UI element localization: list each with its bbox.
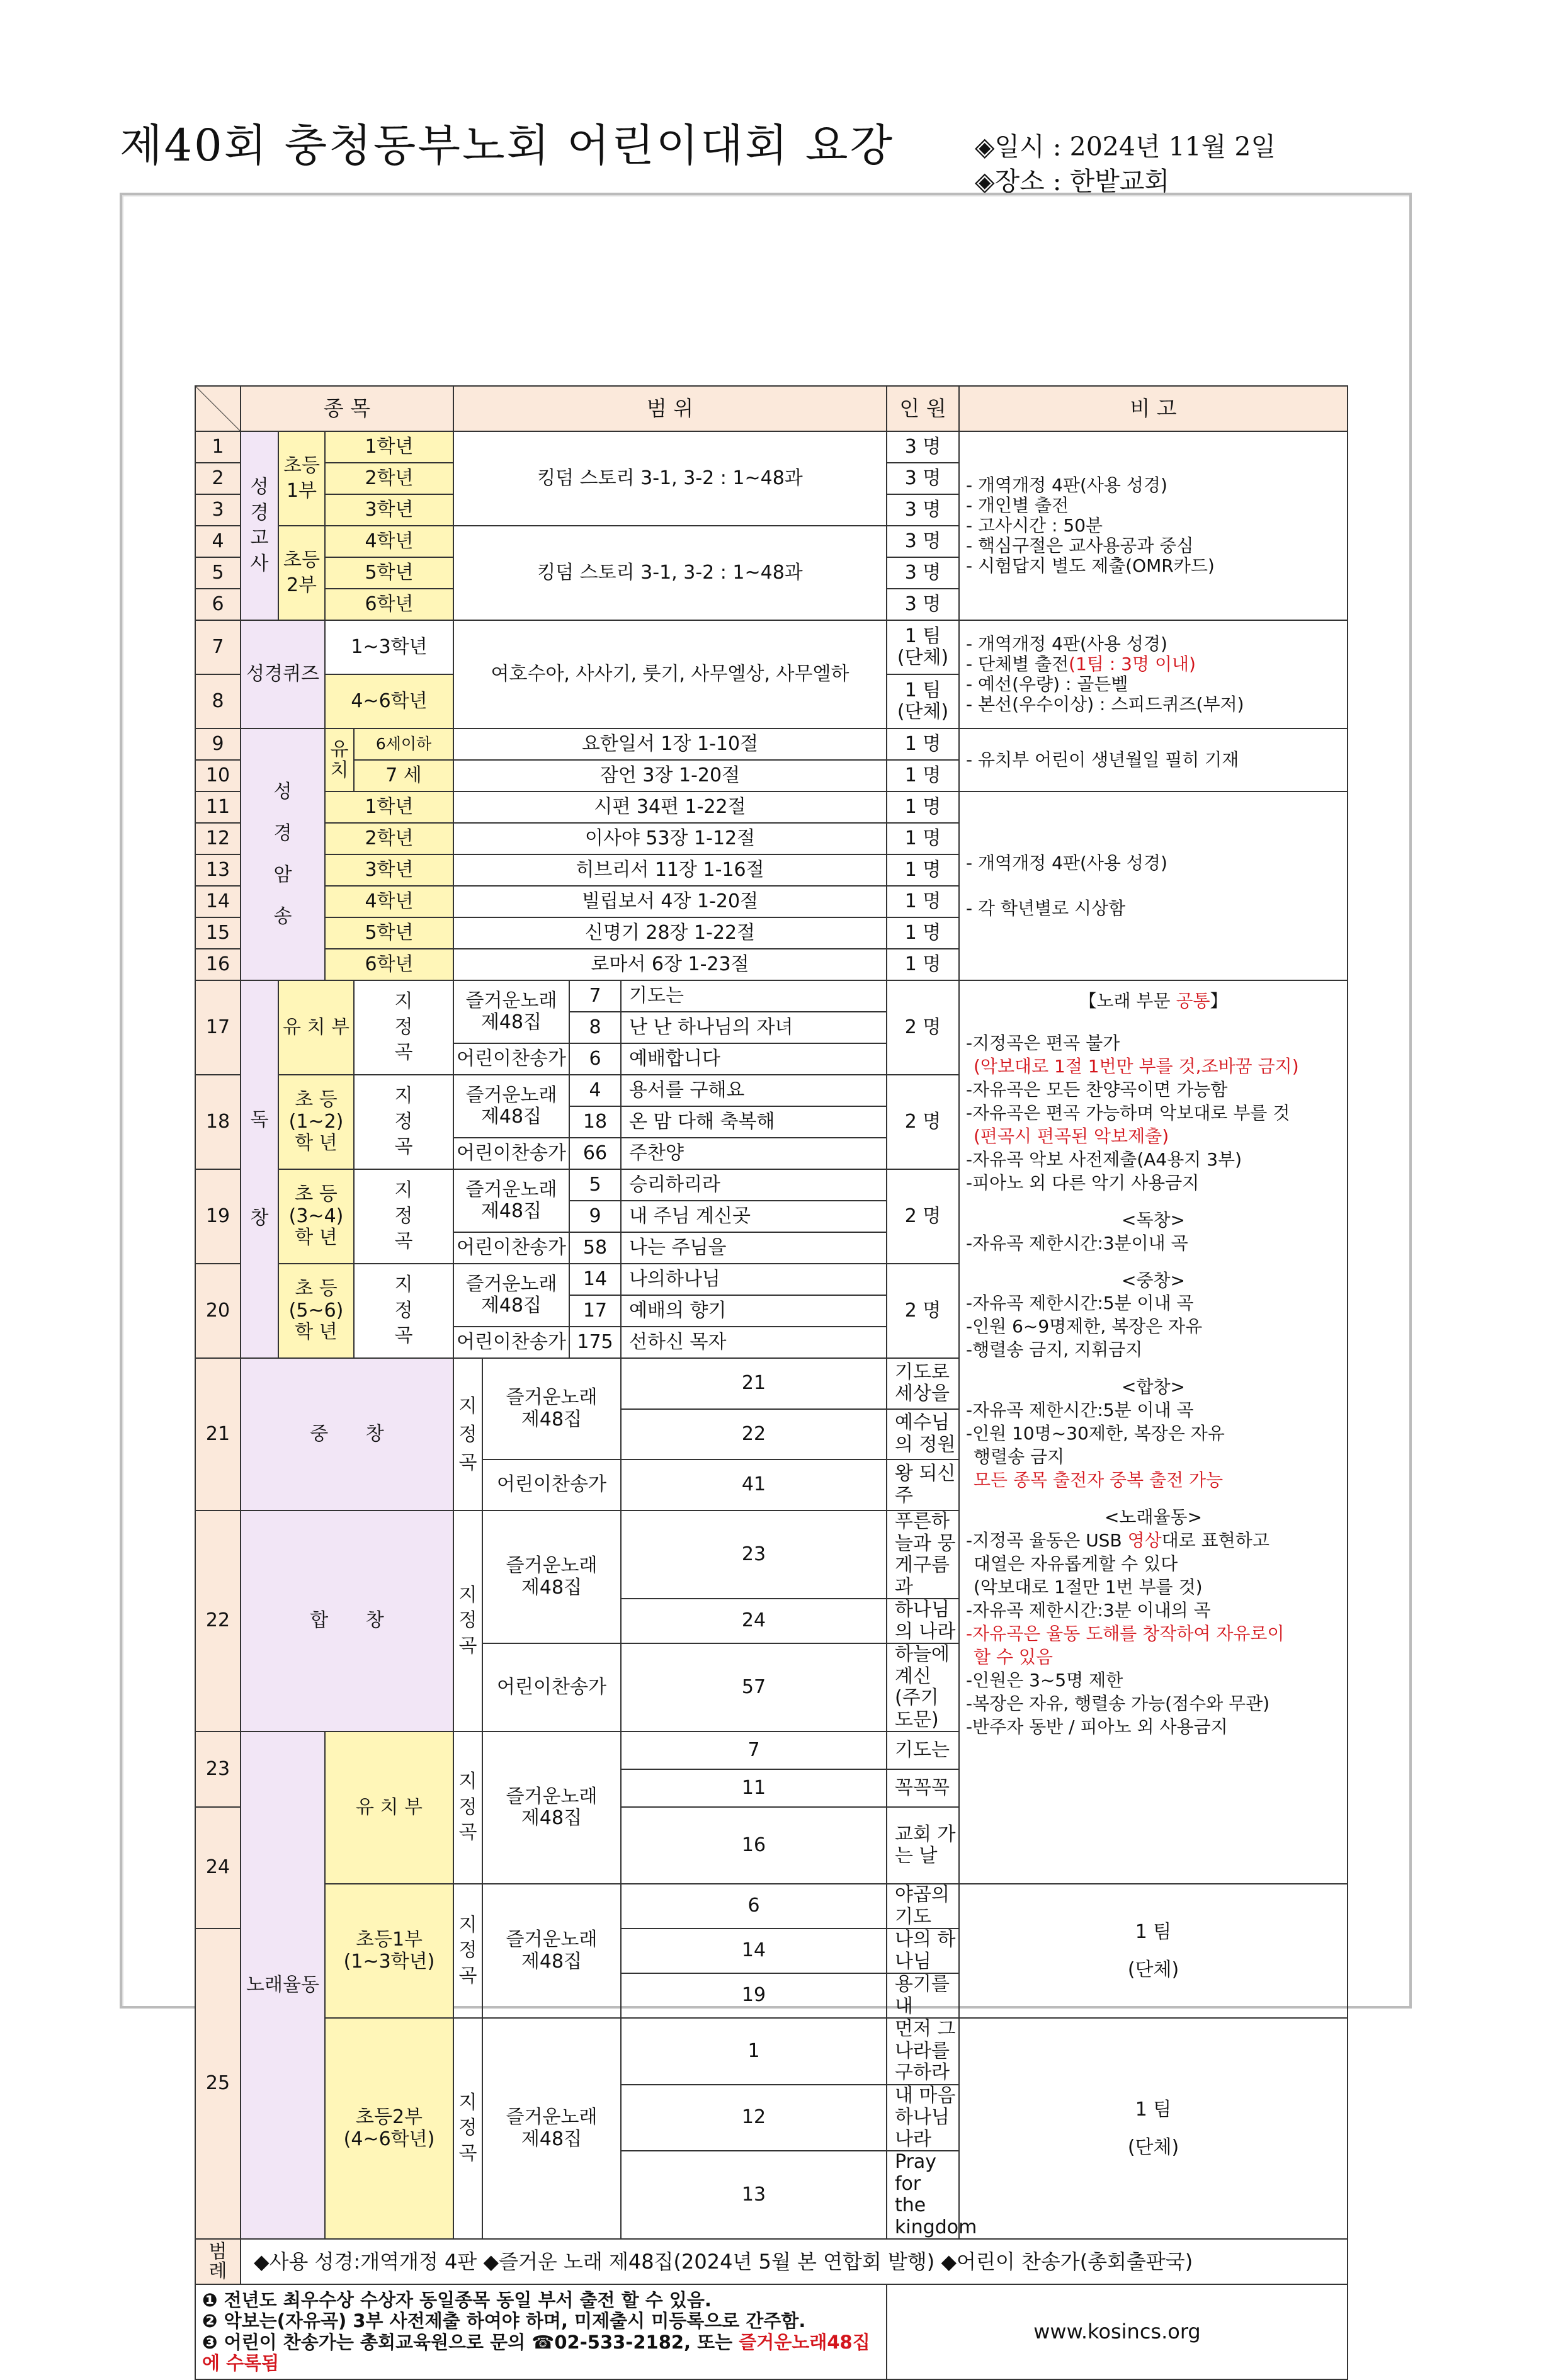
song-number: 8: [569, 1012, 621, 1043]
count-cell: 1 팀 (단체): [959, 2018, 1348, 2239]
song-title: 나는 주님을: [621, 1232, 887, 1264]
count-cell: 1 명: [887, 760, 959, 791]
header-range: 범 위: [453, 386, 887, 431]
note-line: -지정곡은 편곡 불가: [966, 1032, 1120, 1053]
range-cell: 시편 34편 1-22절: [453, 791, 887, 823]
song-number: 23: [621, 1510, 887, 1599]
count-cell: 1 명: [887, 854, 959, 886]
range-cell: 로마서 6장 1-23절: [453, 949, 887, 980]
song-number: 57: [621, 1643, 887, 1731]
song-number: 6: [569, 1043, 621, 1075]
range-cell: 신명기 28장 1-22절: [453, 917, 887, 949]
note-line: 대열은 자유롭게할 수 있다: [974, 1553, 1178, 1575]
note-line: -자유곡 악보 사전제출(A4용지 3부): [966, 1148, 1242, 1170]
note-line: -자유곡 제한시간:3분 이내의 곡: [966, 1599, 1211, 1621]
note-highlight: (1팀 : 3명 이내): [1069, 653, 1196, 674]
range-cell: 히브리서 11장 1-16절: [453, 854, 887, 886]
note-line: - 핵심구절은 교사용공과 중심: [966, 535, 1194, 557]
songbook-label: 즐거운노래 제48집: [453, 1264, 569, 1327]
grade-cell: 5학년: [325, 917, 453, 949]
exam-range-2: 킹덤 스토리 3-1, 3-2 : 1~48과: [453, 526, 887, 620]
note-line: -자유곡은 편곡 가능하며 악보대로 부를 것: [966, 1102, 1290, 1123]
song-title: 내 마음 하나님 나라: [887, 2085, 959, 2151]
note-text: 조바꿈 금지): [1201, 1055, 1299, 1077]
songbook-label: 즐거운노래 제48집: [453, 1169, 569, 1232]
count-cell: 3 명: [887, 589, 959, 620]
song-title: 푸른하늘과 뭉게구름과: [887, 1510, 959, 1599]
song-number: 5: [569, 1169, 621, 1201]
note-highlight: 영상: [1127, 1530, 1162, 1551]
song-title: 난 난 하나님의 자녀: [621, 1012, 887, 1043]
song-title: 예배합니다: [621, 1043, 887, 1075]
song-title: 하늘에 계신(주기도문): [887, 1643, 959, 1731]
row-number: 3: [195, 494, 241, 526]
note-line: -자유곡은 율동 도해를 창작하여 자유로이: [966, 1623, 1285, 1644]
note-line: [966, 1529, 1341, 1553]
songbook-label: 즐거운노래 제48집: [453, 1075, 569, 1138]
song-number: 22: [621, 1409, 887, 1460]
song-number: 11: [621, 1769, 887, 1807]
note-highlight: 공통: [1176, 990, 1210, 1011]
note-text: 대로 표현하고: [1161, 1530, 1269, 1551]
count-cell: 3 명: [887, 463, 959, 494]
row-number: 8: [195, 674, 241, 728]
songbook-label: 즐거운노래 제48집: [482, 2018, 621, 2239]
dance-elem1-division: 초등1부 (1~3학년): [325, 1884, 453, 2018]
row-number: 14: [195, 886, 241, 917]
row-number: 1: [195, 431, 241, 463]
dance-elem2-division: 초등2부 (4~6학년): [325, 2018, 453, 2239]
song-title: 왕 되신 주: [887, 1459, 959, 1510]
row-number: 18: [195, 1075, 241, 1169]
note-line: - 본선(우수이상) : 스피드퀴즈(부저): [966, 694, 1244, 715]
kids-hymn-label: 어린이찬송가: [482, 1643, 621, 1731]
grade-cell: 1학년: [325, 431, 453, 463]
note-line: 행렬송 금지: [974, 1446, 1065, 1468]
legend-text: ◆사용 성경:개역개정 4판 ◆즐거운 노래 제48집(2024년 5월 본 연합회 발행) ◆어린이 찬송가(총회출판국): [241, 2239, 1348, 2284]
grade-cell: 7 세: [354, 760, 453, 791]
quiz-label: 성경퀴즈: [241, 620, 325, 728]
jijeong-label: 지 정 곡: [453, 1731, 482, 1884]
footer-notes: [195, 2284, 887, 2379]
exam-range-1: 킹덤 스토리 3-1, 3-2 : 1~48과: [453, 431, 887, 526]
row-number: 13: [195, 854, 241, 886]
song-number: 58: [569, 1232, 621, 1264]
header-count: 인 원: [887, 386, 959, 431]
elem56-division: 초 등 (5~6) 학 년: [278, 1264, 354, 1358]
note-line: - 시험답지 별도 제출(OMR카드): [966, 555, 1215, 577]
grade-cell: 4~6학년: [325, 674, 453, 728]
songbook-label: 즐거운노래 제48집: [482, 1731, 621, 1884]
row-number: 5: [195, 557, 241, 589]
grade-cell: 2학년: [325, 463, 453, 494]
song-number: 66: [569, 1138, 621, 1169]
note-line: -자유곡 제한시간:3분이내 곡: [966, 1232, 1188, 1254]
songbook-label: 즐거운노래 제48집: [482, 1358, 621, 1459]
range-cell: 이사야 53장 1-12절: [453, 823, 887, 854]
jijeong-label: 지 정 곡: [354, 1264, 453, 1358]
song-title: 온 맘 다해 축복해: [621, 1106, 887, 1138]
row-number: 23: [195, 1731, 241, 1807]
count-cell: 1 팀 (단체): [887, 674, 959, 728]
row-number: 20: [195, 1264, 241, 1358]
song-title: 용서를 구해요: [621, 1075, 887, 1106]
song-title: 기도로 세상을: [887, 1358, 959, 1409]
jijeong-label: 지 정 곡: [453, 1884, 482, 2018]
song-title: 교회 가는 날: [887, 1807, 959, 1884]
note-line: -자유곡은 모든 찬양곡이면 가능함: [966, 1079, 1228, 1100]
song-number: 14: [621, 1929, 887, 1973]
note-line: - 개역개정 4판(사용 성경): [966, 474, 1167, 496]
memory-notes: [959, 791, 1348, 980]
footer-highlight: 즐거운노래48집에 수록됨: [202, 2331, 870, 2374]
song-title: 내 주님 계신곳: [621, 1201, 887, 1232]
note-heading: <중창>: [1121, 1269, 1186, 1291]
note-text: (악보대로 1절 1번만 부를 것,: [974, 1055, 1201, 1077]
grade-cell: 6세이하: [354, 728, 453, 760]
song-number: 19: [621, 1973, 887, 2018]
row-number: 6: [195, 589, 241, 620]
row-number: 21: [195, 1358, 241, 1510]
count-cell: 1 명: [887, 728, 959, 760]
count-cell: 3 명: [887, 526, 959, 557]
row-number: 2: [195, 463, 241, 494]
legend-label: 범 례: [195, 2239, 241, 2284]
row-number: 25: [195, 1929, 241, 2239]
kinder-label: 유 치: [325, 728, 354, 791]
bible-exam-label: 성 경 고 사: [241, 431, 278, 620]
count-cell: 2 명: [887, 980, 959, 1075]
song-number: 1: [621, 2018, 887, 2085]
song-title: 나의 하나님: [887, 1929, 959, 1973]
grade-cell: 2학년: [325, 823, 453, 854]
jijeong-label: 지 정 곡: [354, 1075, 453, 1169]
memory-kinder-note: - 유치부 어린이 생년월일 필히 기재: [959, 728, 1348, 791]
note-line: [966, 990, 1341, 1013]
website-url: www.kosincs.org: [887, 2284, 1348, 2379]
grade-cell: 3학년: [325, 854, 453, 886]
song-number: 17: [569, 1295, 621, 1327]
elem12-division: 초 등 (1~2) 학 년: [278, 1075, 354, 1169]
grade-cell: 4학년: [325, 526, 453, 557]
kids-hymn-label: 어린이찬송가: [453, 1327, 569, 1358]
songbook-label: 즐거운노래 제48집: [453, 980, 569, 1043]
row-number: 7: [195, 620, 241, 674]
grade-cell: 1~3학년: [325, 620, 453, 674]
kids-hymn-label: 어린이찬송가: [453, 1043, 569, 1075]
note-line: (편곡시 편곡된 악보제출): [974, 1125, 1169, 1147]
count-cell: 1 명: [887, 886, 959, 917]
song-notes: [959, 980, 1348, 1884]
count-cell: 1 팀 (단체): [887, 620, 959, 674]
header-item: 종 목: [241, 386, 453, 431]
song-title: 승리하리라: [621, 1169, 887, 1201]
row-number: 10: [195, 760, 241, 791]
range-cell: 요한일서 1장 1-10절: [453, 728, 887, 760]
jijeong-label: 지 정 곡: [453, 1358, 482, 1510]
memory-label: 성 경 암 송: [241, 728, 325, 980]
range-cell: 빌립보서 4장 1-20절: [453, 886, 887, 917]
song-title: 꼭꼭꼭: [887, 1769, 959, 1807]
page-title: 제40회 충청동부노회 어린이대회 요강: [120, 120, 895, 171]
note-line: -자유곡 제한시간:5분 이내 곡: [966, 1400, 1194, 1421]
row-number: 22: [195, 1510, 241, 1731]
row-number: 12: [195, 823, 241, 854]
note-text: 【노래 부문: [1079, 990, 1176, 1011]
note-heading: <독창>: [1121, 1209, 1186, 1230]
note-line: -인원 6~9명제한, 복장은 자유: [966, 1316, 1203, 1337]
note-line: - 개역개정 4판(사용 성경): [966, 852, 1167, 873]
note-line: -자유곡 제한시간:5분 이내 곡: [966, 1293, 1194, 1314]
count-cell: 2 명: [887, 1169, 959, 1264]
row-number: 11: [195, 791, 241, 823]
song-number: 175: [569, 1327, 621, 1358]
grade-cell: 3학년: [325, 494, 453, 526]
count-cell: 3 명: [887, 494, 959, 526]
row-number: 15: [195, 917, 241, 949]
song-title: Pray for the kingdom: [887, 2151, 959, 2239]
row-number: 16: [195, 949, 241, 980]
grade-cell: 1학년: [325, 791, 453, 823]
note-text: - 단체별 출전: [966, 653, 1069, 674]
footer-line: [202, 2332, 880, 2374]
row-number: 24: [195, 1807, 241, 1929]
quiz-range: 여호수아, 사사기, 룻기, 사무엘상, 사무엘하: [453, 620, 887, 728]
song-title: 하나님의 나라: [887, 1599, 959, 1643]
note-line: - 각 학년별로 시상함: [966, 898, 1126, 919]
note-line: [966, 1055, 1341, 1079]
song-number: 14: [569, 1264, 621, 1295]
footer-line: ❶ 전년도 최우수상 수상자 동일종목 동일 부서 출전 할 수 있음.: [202, 2289, 712, 2311]
jijeong-label: 지 정 곡: [453, 1510, 482, 1731]
elem1-label: 초등 1부: [278, 431, 325, 526]
song-number: 41: [621, 1459, 887, 1510]
dance-label: 노래율동: [241, 1731, 325, 2239]
songbook-label: 즐거운노래 제48집: [482, 1884, 621, 2018]
row-number: 17: [195, 980, 241, 1075]
row-number: 4: [195, 526, 241, 557]
count-cell: 2 명: [887, 1264, 959, 1358]
song-number: 24: [621, 1599, 887, 1643]
range-cell: 잠언 3장 1-20절: [453, 760, 887, 791]
count-cell: 1 명: [887, 917, 959, 949]
note-line: [966, 654, 1341, 674]
song-title: 먼저 그 나라를 구하라: [887, 2018, 959, 2085]
grade-cell: 4학년: [325, 886, 453, 917]
song-title: 주찬양: [621, 1138, 887, 1169]
elem2-label: 초등 2부: [278, 526, 325, 620]
note-text: -지정곡 율동은 USB: [966, 1530, 1128, 1551]
note-heading: <노래율동>: [1104, 1507, 1203, 1528]
song-title: 기도는: [621, 980, 887, 1012]
count-cell: 1 명: [887, 791, 959, 823]
song-title: 나의하나님: [621, 1264, 887, 1295]
song-title: 야곱의 기도: [887, 1884, 959, 1929]
song-number: 9: [569, 1201, 621, 1232]
grade-cell: 6학년: [325, 589, 453, 620]
song-number: 21: [621, 1358, 887, 1409]
choir-label: 합 창: [241, 1510, 453, 1731]
footer-text: ❸ 어린이 찬송가는 총회교육원으로 문의 ☎02-533-2182, 또는: [202, 2331, 739, 2353]
dance-kinder-division: 유 치 부: [325, 1731, 453, 1884]
songbook-label: 즐거운노래 제48집: [482, 1510, 621, 1643]
count-cell: 1 명: [887, 823, 959, 854]
exam-notes: [959, 431, 1348, 620]
header-corner: [195, 386, 241, 431]
count-cell: 3 명: [887, 431, 959, 463]
note-line: - 고사시간 : 50분: [966, 514, 1103, 536]
count-cell: 2 명: [887, 1075, 959, 1169]
song-number: 7: [569, 980, 621, 1012]
quiz-notes: [959, 620, 1348, 728]
song-number: 13: [621, 2151, 887, 2239]
song-number: 6: [621, 1884, 887, 1929]
note-line: -인원 10명~30제한, 복장은 자유: [966, 1423, 1225, 1444]
song-title: 선하신 목자: [621, 1327, 887, 1358]
solo-label: 독 창: [241, 980, 278, 1358]
note-line: - 예선(우량) : 골든벨: [966, 674, 1128, 694]
grade-cell: 6학년: [325, 949, 453, 980]
note-line: -피아노 외 다른 악기 사용금지: [966, 1172, 1200, 1193]
event-date: ◈일시 : 2024년 11월 2일: [975, 132, 1276, 162]
song-number: 4: [569, 1075, 621, 1106]
song-title: 예배의 향기: [621, 1295, 887, 1327]
jijeong-label: 지 정 곡: [354, 980, 453, 1075]
count-cell: 1 팀 (단체): [959, 1884, 1348, 2018]
note-line: (악보대로 1절만 1번 부를 것): [974, 1576, 1203, 1597]
event-table: [195, 385, 1348, 2380]
song-title: 예수님의 정원: [887, 1409, 959, 1460]
song-title: 용기를 내: [887, 1973, 959, 2018]
ensemble-label: 중 창: [241, 1358, 453, 1510]
footer-line: ❷ 악보는(자유곡) 3부 사전제출 하여야 하며, 미제출시 미등록으로 간주함.: [202, 2310, 806, 2332]
row-number: 19: [195, 1169, 241, 1264]
kids-hymn-label: 어린이찬송가: [453, 1232, 569, 1264]
song-number: 16: [621, 1807, 887, 1884]
song-number: 7: [621, 1731, 887, 1769]
note-line: - 개인별 출전: [966, 494, 1069, 516]
event-place: ◈장소 : 한밭교회: [975, 166, 1170, 196]
note-line: -반주자 동반 / 피아노 외 사용금지: [966, 1716, 1228, 1737]
count-cell: 1 명: [887, 949, 959, 980]
kids-hymn-label: 어린이찬송가: [482, 1459, 621, 1510]
note-heading: <합창>: [1121, 1376, 1186, 1398]
elem34-division: 초 등 (3~4) 학 년: [278, 1169, 354, 1264]
note-line: -인원은 3~5명 제한: [966, 1669, 1123, 1691]
song-number: 18: [569, 1106, 621, 1138]
note-line: 모든 종목 출전자 중복 출전 가능: [974, 1470, 1224, 1491]
count-cell: 3 명: [887, 557, 959, 589]
song-number: 12: [621, 2085, 887, 2151]
note-line: -행렬송 금지, 지휘금지: [966, 1339, 1143, 1361]
grade-cell: 5학년: [325, 557, 453, 589]
row-number: 9: [195, 728, 241, 760]
note-text: 】: [1210, 990, 1228, 1011]
jijeong-label: 지 정 곡: [354, 1169, 453, 1264]
note-line: 할 수 있음: [974, 1646, 1053, 1667]
song-title: 기도는: [887, 1731, 959, 1769]
note-line: - 개역개정 4판(사용 성경): [966, 633, 1167, 654]
header-note: 비 고: [959, 386, 1348, 431]
kinder-division: 유 치 부: [278, 980, 354, 1075]
kids-hymn-label: 어린이찬송가: [453, 1138, 569, 1169]
note-line: -복장은 자유, 행렬송 가능(점수와 무관): [966, 1692, 1270, 1714]
jijeong-label: 지 정 곡: [453, 2018, 482, 2239]
